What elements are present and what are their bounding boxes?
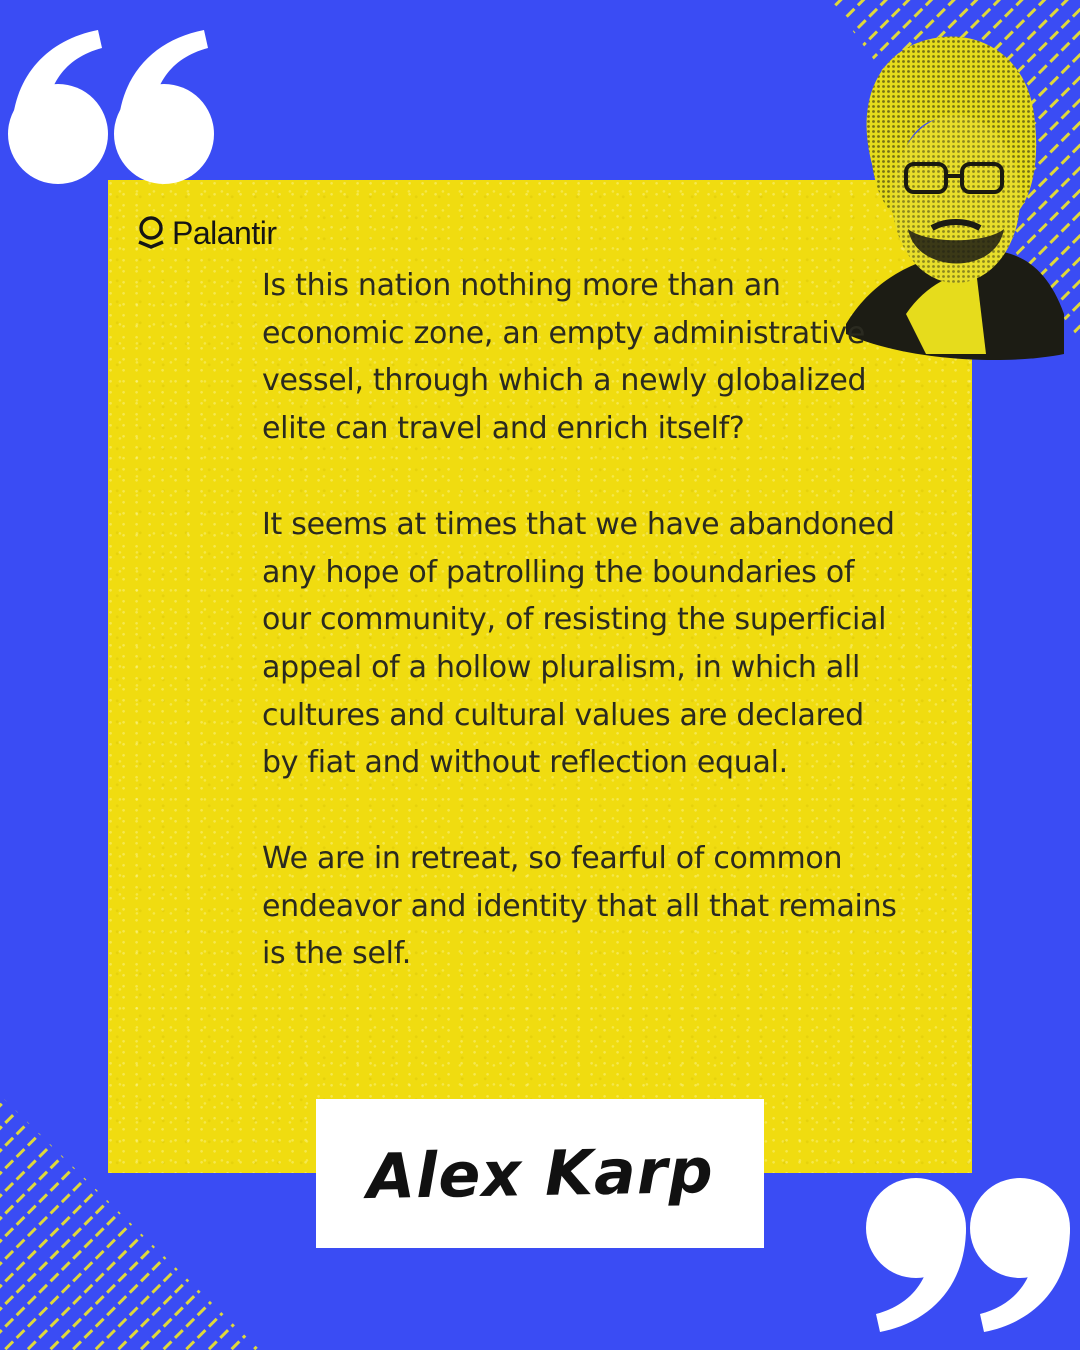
quote-paragraph-1: Is this nation nothing more than an economic zone, an empty administrative vessel, through which a newly globalized elite can travel and enrich itself? — [262, 268, 867, 447]
attribution-box — [316, 1099, 764, 1248]
quote-paragraph-2: It seems at times that we have abandoned any hope of patrolling the boundaries of our community, of resisting the superficial appeal of a hollow pluralism, in which all cultures and cultural values are declared by fiat and without reflection equal. — [262, 506, 895, 781]
palantir-logo-icon — [136, 216, 166, 250]
quote-paragraph-3: We are in retreat, so fearful of common endeavor and identity that all that remains is the self. — [262, 841, 897, 972]
open-quote-icon — [6, 28, 218, 186]
quote-text — [262, 262, 902, 1026]
attribution-name: Alex Karp — [366, 1133, 714, 1214]
palantir-logo — [136, 216, 277, 250]
brand-name: Palantir — [172, 215, 277, 251]
close-quote-icon — [866, 1176, 1074, 1334]
